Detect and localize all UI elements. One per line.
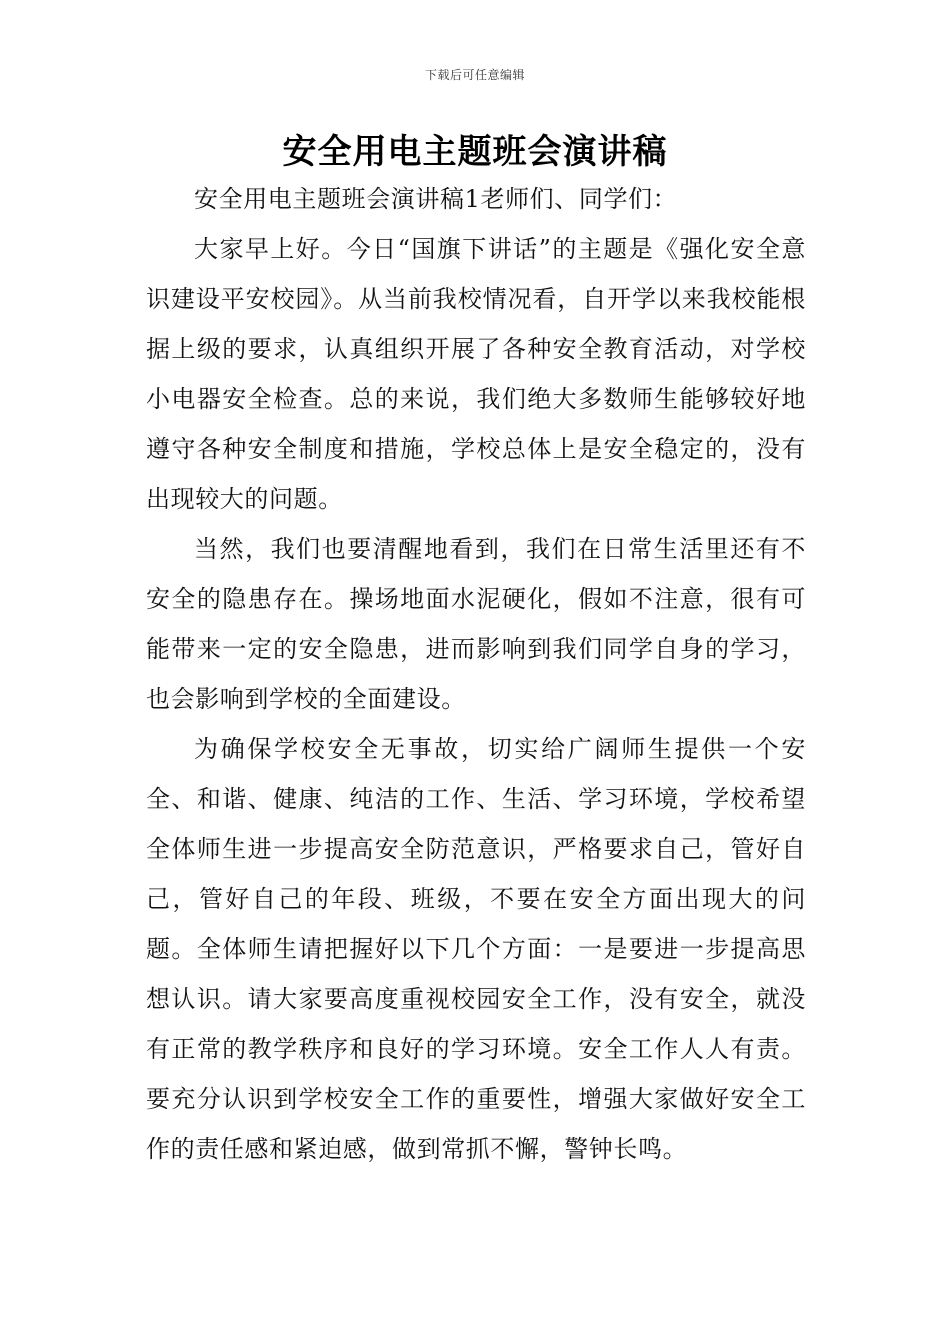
paragraph: 当然，我们也要清醒地看到，我们在日常生活里还有不安全的隐患存在。操场地面水泥硬化，假如不注意，很有可能带来一定的安全隐患，进而影响到我们同学自身的学习，也会影响到学校的全面建设。	[146, 535, 806, 713]
paragraph: 大家早上好。今日“国旗下讲话”的主题是《强化安全意识建设平安校园》。从当前我校情况看，自开学以来我校能根据上级的要求，认真组织开展了各种安全教育活动，对学校小电器安全检查。总的来说，我们绝大多数师生能够较好地遵守各种安全制度和措施，学校总体上是安全稳定的，没有出现较大的问题。	[146, 235, 806, 513]
paragraph: 为确保学校安全无事故，切实给广阔师生提供一个安全、和谐、健康、纯洁的工作、生活、学习环境，学校希望全体师生进一步提高安全防范意识，严格要求自己，管好自己，管好自己的年段、班级，不要在安全方面出现大的问题。全体师生请把握好以下几个方面：一是要进一步提高思想认识。请大家要高度重视校园安全工作，没有安全，就没有正常的教学秩序和良好的学习环境。安全工作人人有责。要充分认识到学校安全工作的重要性，增强大家做好安全工作的责任感和紧迫感，做到常抓不懈，警钟长鸣。	[146, 735, 806, 1163]
document-body	[146, 174, 806, 1174]
document-title: 安全用电主题班会演讲稿	[282, 132, 668, 172]
paragraph-salutation: 安全用电主题班会演讲稿1老师们、同学们：	[194, 185, 678, 213]
header-note: 下载后可任意编辑	[424, 68, 525, 82]
